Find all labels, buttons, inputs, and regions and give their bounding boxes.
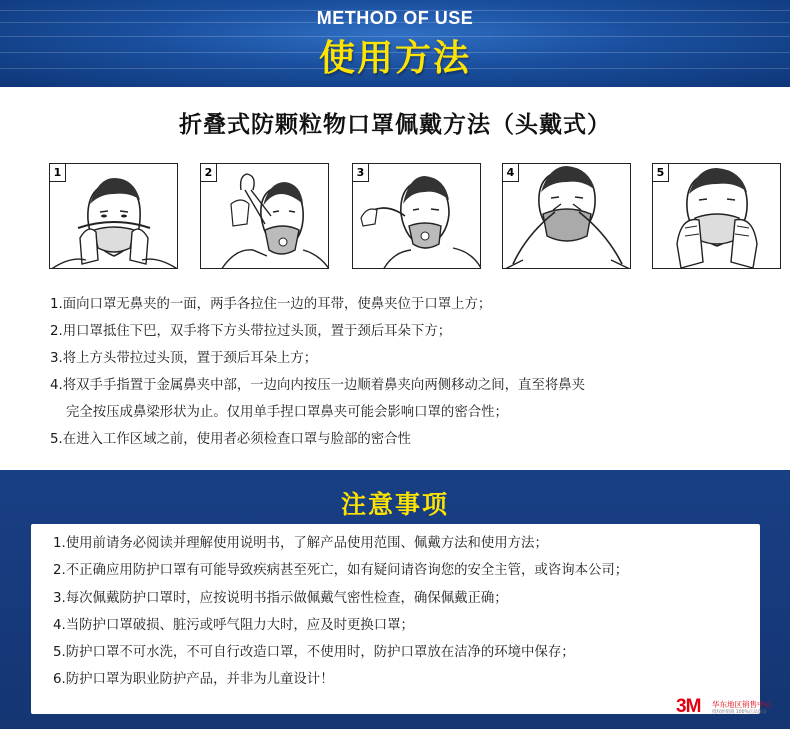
header-title-en: METHOD OF USE bbox=[316, 8, 474, 28]
mask-step-1-icon bbox=[50, 164, 178, 269]
notice-item-4: 4.当防护口罩破损、脏污或呼气阻力大时，应及时更换口罩； bbox=[53, 617, 414, 633]
step-text-3: 3.将上方头带拉过头顶，置于颈后耳朵上方； bbox=[50, 351, 318, 366]
step-text-2: 2.用口罩抵住下巴，双手将下方头带拉过头顶，置于颈后耳朵下方； bbox=[50, 324, 452, 339]
notice-list bbox=[53, 530, 733, 694]
notice-item-6: 6.防护口罩为职业防护产品，并非为儿童设计！ bbox=[53, 672, 334, 688]
notice-item-2: 2.不正确应用防护口罩有可能导致疾病甚至死亡，如有疑问请咨询您的安全主管，或咨询本公司； bbox=[53, 563, 629, 579]
step-number-2: 2 bbox=[201, 164, 217, 182]
instructions-title: 折叠式防颗粒物口罩佩戴方法（头戴式） bbox=[179, 112, 611, 138]
step-number-3: 3 bbox=[353, 164, 369, 182]
header-banner bbox=[0, 0, 790, 87]
step-text-5: 5.在进入工作区域之前，使用者必须检查口罩与脸部的密合性 bbox=[50, 432, 411, 447]
3m-logo: 3M bbox=[676, 696, 701, 717]
step-illustration-4 bbox=[502, 163, 631, 269]
brand-tagline: 华东地区销售中心 bbox=[712, 700, 772, 709]
mask-step-5-icon bbox=[653, 164, 781, 269]
notice-item-3: 3.每次佩戴防护口罩时，应按说明书指示做佩戴气密性检查，确保佩戴正确； bbox=[53, 590, 508, 606]
step-illustration-2 bbox=[200, 163, 329, 269]
mask-step-2-icon bbox=[201, 164, 329, 269]
step-illustration-1 bbox=[49, 163, 178, 269]
notice-item-5: 5.防护口罩不可水洗，不可自行改造口罩，不使用时，防护口罩放在洁净的环境中保存； bbox=[53, 645, 575, 661]
brand-subtagline: 授权经销商 100%正品保证 bbox=[712, 710, 767, 715]
step-illustration-5 bbox=[652, 163, 781, 269]
step-number-5: 5 bbox=[653, 164, 669, 182]
steps-list bbox=[50, 291, 750, 453]
step-text-4: 4.将双手手指置于金属鼻夹中部，一边向内按压一边顺着鼻夹向两侧移动之间，直至将鼻夹 bbox=[50, 378, 586, 393]
step-illustration-3 bbox=[352, 163, 481, 269]
step-number-4: 4 bbox=[503, 164, 519, 182]
header-title-cn: 使用方法 bbox=[318, 38, 471, 79]
brand-watermark bbox=[676, 697, 786, 719]
step-text-4-continued: 完全按压成鼻梁形状为止。仅用单手捏口罩鼻夹可能会影响口罩的密合性； bbox=[66, 405, 508, 420]
notice-title: 注意事项 bbox=[340, 490, 449, 519]
notice-item-1: 1.使用前请务必阅读并理解使用说明书，了解产品使用范围、佩戴方法和使用方法； bbox=[53, 536, 548, 551]
step-text-1: 1.面向口罩无鼻夹的一面，两手各拉住一边的耳带，使鼻夹位于口罩上方； bbox=[50, 297, 492, 312]
mask-step-4-icon bbox=[503, 164, 631, 269]
step-number-1: 1 bbox=[50, 164, 66, 182]
mask-step-3-icon bbox=[353, 164, 481, 269]
